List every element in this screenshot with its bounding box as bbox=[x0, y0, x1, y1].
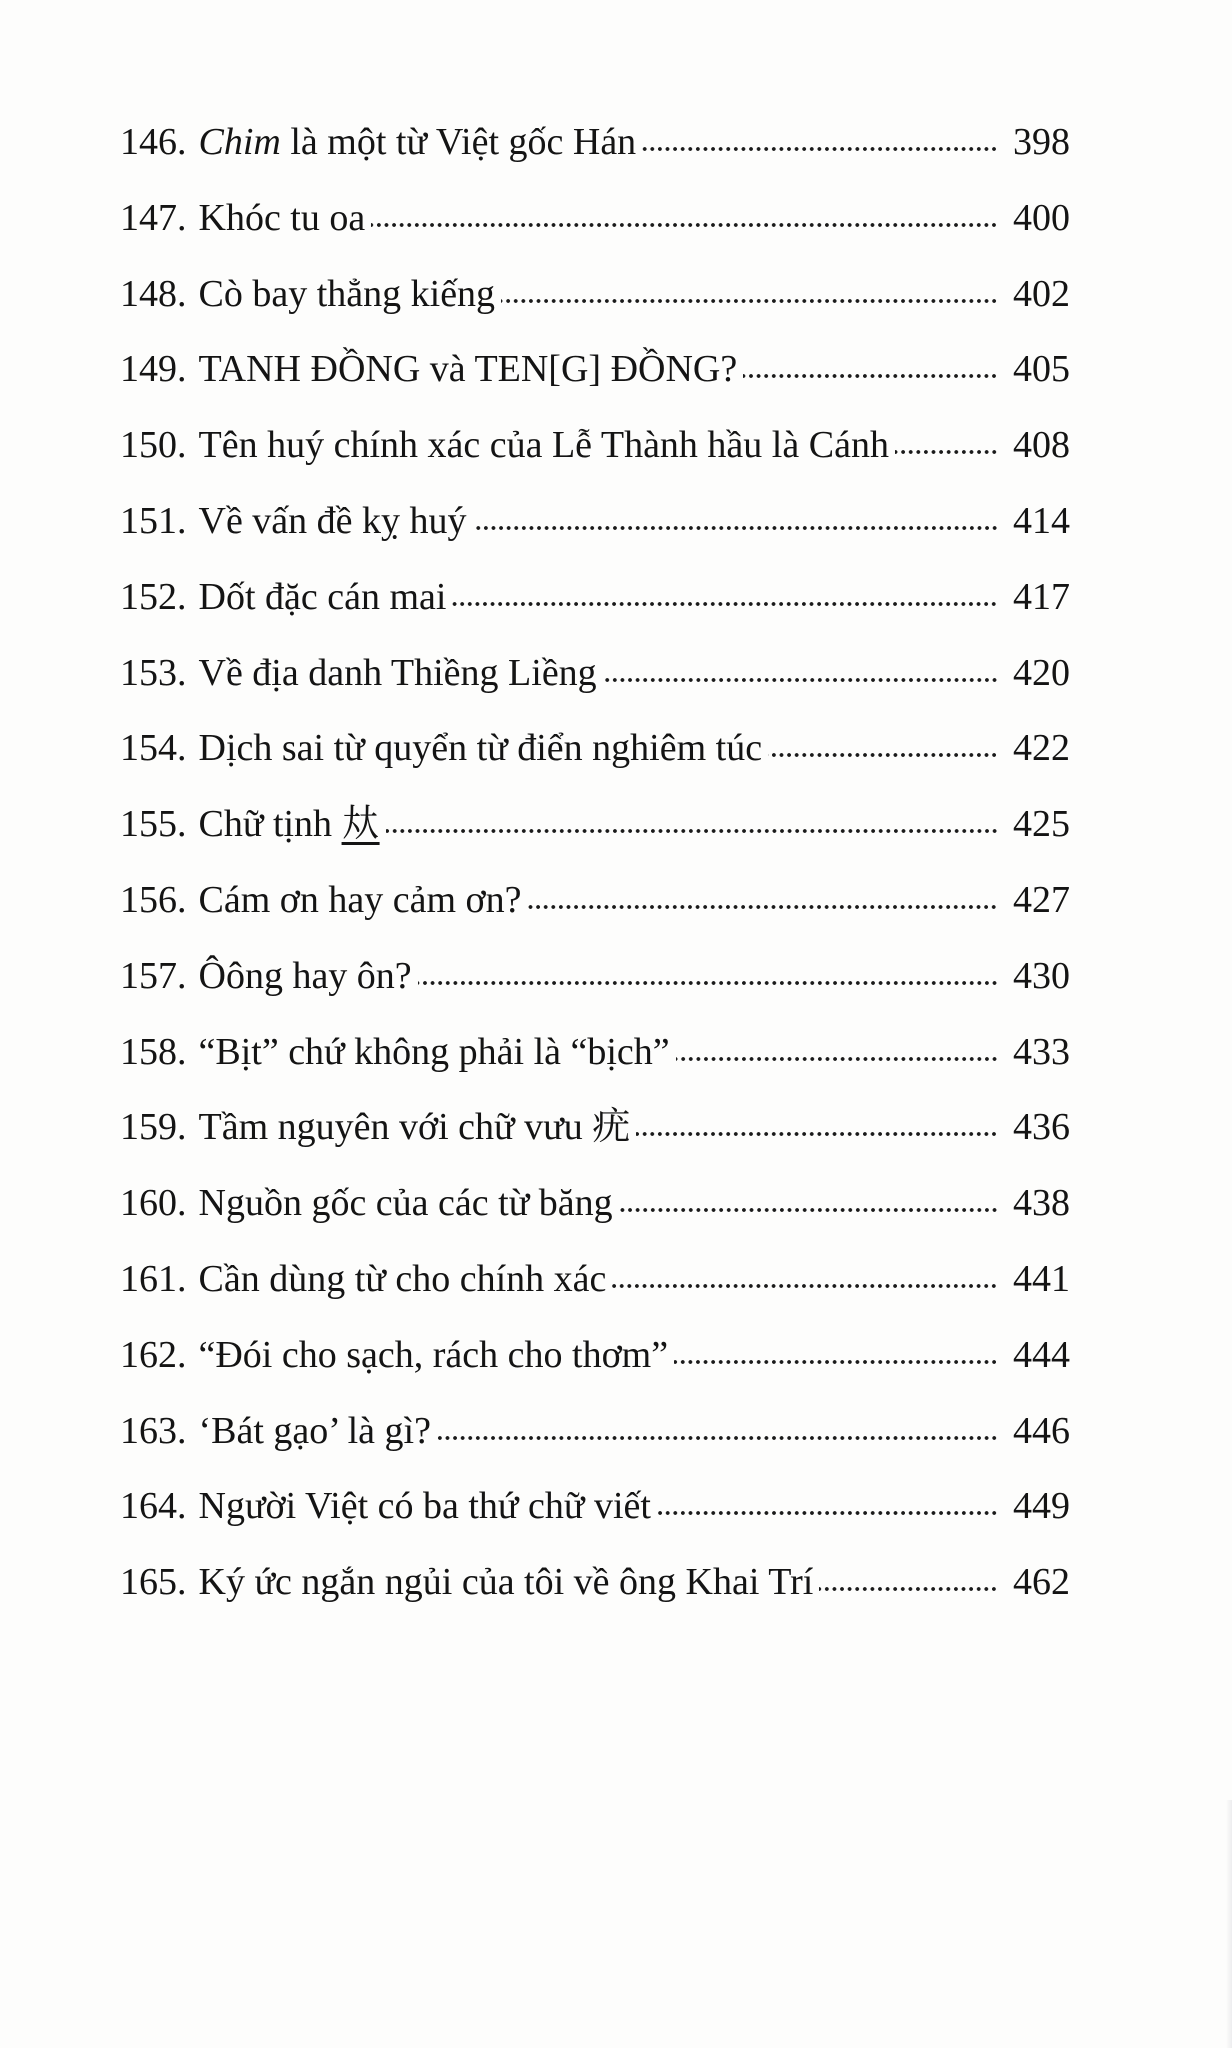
entry-page-number: 420 bbox=[1013, 651, 1070, 694]
table-of-contents bbox=[120, 116, 1070, 1632]
entry-title: Chim là một từ Việt gốc Hán bbox=[198, 121, 637, 163]
entry-page-number: 402 bbox=[1013, 272, 1070, 315]
entry-page-number: 425 bbox=[1013, 803, 1070, 846]
dot-leader bbox=[895, 447, 998, 457]
entry-page-number: 417 bbox=[1013, 575, 1070, 618]
toc-entry bbox=[120, 419, 1070, 495]
entry-title: Tầm nguyên với chữ vưu 疣 bbox=[198, 1106, 631, 1149]
entry-number: 157. bbox=[120, 954, 187, 997]
toc-entry bbox=[120, 950, 1070, 1026]
entry-number: 161. bbox=[120, 1257, 187, 1300]
dot-leader bbox=[768, 750, 998, 760]
entry-page-number: 408 bbox=[1013, 424, 1070, 467]
entry-page-number: 444 bbox=[1013, 1333, 1070, 1376]
entry-number: 152. bbox=[120, 575, 187, 618]
entry-page-number: 449 bbox=[1013, 1485, 1070, 1528]
entry-title-italic: Chim bbox=[198, 121, 281, 163]
entry-title: “Đói cho sạch, rách cho thơm” bbox=[198, 1333, 669, 1376]
dot-leader bbox=[636, 1129, 998, 1139]
toc-entry bbox=[120, 647, 1070, 723]
entry-page-number: 462 bbox=[1013, 1561, 1070, 1604]
entry-title: Dốt đặc cán mai bbox=[198, 575, 447, 618]
entry-page-number: 441 bbox=[1013, 1257, 1070, 1300]
entry-number: 146. bbox=[120, 121, 187, 163]
entry-number: 165. bbox=[120, 1561, 187, 1604]
entry-title: Ký ức ngắn ngủi của tôi về ông Khai Trí bbox=[198, 1561, 814, 1604]
entry-number: 158. bbox=[120, 1030, 187, 1073]
entry-title: ‘Bát gạo’ là gì? bbox=[198, 1409, 431, 1452]
entry-page-number: 446 bbox=[1013, 1409, 1070, 1452]
entry-page-number: 436 bbox=[1013, 1106, 1070, 1149]
entry-number: 147. bbox=[120, 196, 187, 239]
dot-leader bbox=[527, 902, 998, 912]
toc-entry bbox=[120, 1253, 1070, 1329]
entry-page-number: 433 bbox=[1013, 1030, 1070, 1073]
entry-title: Ôông hay ôn? bbox=[198, 954, 412, 997]
entry-title: Cò bay thẳng kiếng bbox=[198, 272, 496, 315]
entry-number: 153. bbox=[120, 651, 187, 694]
entry-number: 162. bbox=[120, 1333, 187, 1376]
toc-entry bbox=[120, 1480, 1070, 1556]
dot-leader bbox=[642, 144, 998, 154]
dot-leader bbox=[674, 1357, 998, 1367]
dot-leader bbox=[473, 523, 998, 533]
entry-number: 149. bbox=[120, 348, 187, 391]
entry-page-number: 422 bbox=[1013, 727, 1070, 770]
toc-entry bbox=[120, 1556, 1070, 1632]
dot-leader bbox=[437, 1433, 998, 1443]
entry-number: 159. bbox=[120, 1106, 187, 1149]
entry-title: Dịch sai từ quyển từ điển nghiêm túc bbox=[198, 727, 763, 770]
dot-leader bbox=[819, 1584, 998, 1594]
toc-entry bbox=[120, 1405, 1070, 1481]
entry-page-number: 398 bbox=[1013, 121, 1070, 163]
han-character: 夶 bbox=[341, 803, 380, 846]
entry-number: 163. bbox=[120, 1409, 187, 1452]
entry-page-number: 427 bbox=[1013, 878, 1070, 921]
toc-entry bbox=[120, 268, 1070, 344]
entry-title: Chữ tịnh 夶 bbox=[198, 803, 380, 846]
entry-number: 155. bbox=[120, 803, 187, 846]
entry-title: TANH ĐỒNG và TEN[G] ĐỒNG? bbox=[198, 348, 738, 391]
entry-title: Về địa danh Thiềng Liềng bbox=[198, 651, 597, 694]
toc-entry bbox=[120, 116, 1070, 192]
toc-entry bbox=[120, 192, 1070, 268]
toc-entry bbox=[120, 1177, 1070, 1253]
dot-leader bbox=[619, 1205, 998, 1215]
dot-leader bbox=[418, 978, 998, 988]
entry-page-number: 405 bbox=[1013, 348, 1070, 391]
entry-title: Về vấn đề kỵ huý bbox=[198, 499, 467, 542]
entry-number: 160. bbox=[120, 1182, 187, 1225]
entry-title: Nguồn gốc của các từ băng bbox=[198, 1182, 613, 1225]
entry-title: Cám ơn hay cảm ơn? bbox=[198, 878, 522, 921]
dot-leader bbox=[657, 1508, 998, 1518]
entry-title: “Bịt” chứ không phải là “bịch” bbox=[198, 1030, 670, 1073]
dot-leader bbox=[603, 675, 998, 685]
toc-entry bbox=[120, 1026, 1070, 1102]
entry-number: 150. bbox=[120, 424, 187, 467]
entry-number: 151. bbox=[120, 499, 187, 542]
toc-entry bbox=[120, 343, 1070, 419]
entry-page-number: 438 bbox=[1013, 1182, 1070, 1225]
toc-entry bbox=[120, 722, 1070, 798]
toc-entry bbox=[120, 798, 1070, 874]
entry-title: Tên huý chính xác của Lễ Thành hầu là Cánh bbox=[198, 424, 889, 467]
dot-leader bbox=[371, 220, 998, 230]
entry-number: 156. bbox=[120, 878, 187, 921]
toc-entry bbox=[120, 874, 1070, 950]
toc-entry bbox=[120, 495, 1070, 571]
dot-leader bbox=[452, 599, 998, 609]
toc-entry bbox=[120, 1329, 1070, 1405]
dot-leader bbox=[676, 1054, 998, 1064]
entry-page-number: 414 bbox=[1013, 499, 1070, 542]
entry-title: Người Việt có ba thứ chữ viết bbox=[198, 1485, 651, 1528]
entry-number: 154. bbox=[120, 727, 187, 770]
entry-page-number: 400 bbox=[1013, 196, 1070, 239]
dot-leader bbox=[612, 1281, 998, 1291]
entry-number: 148. bbox=[120, 272, 187, 315]
entry-page-number: 430 bbox=[1013, 954, 1070, 997]
toc-entry bbox=[120, 571, 1070, 647]
entry-title: Cần dùng từ cho chính xác bbox=[198, 1257, 607, 1300]
dot-leader bbox=[386, 826, 998, 836]
page-edge-shadow bbox=[1226, 1800, 1232, 2048]
entry-number: 164. bbox=[120, 1485, 187, 1528]
entry-title: Khóc tu oa bbox=[198, 196, 366, 239]
dot-leader bbox=[501, 296, 998, 306]
dot-leader bbox=[743, 371, 998, 381]
toc-entry bbox=[120, 1101, 1070, 1177]
